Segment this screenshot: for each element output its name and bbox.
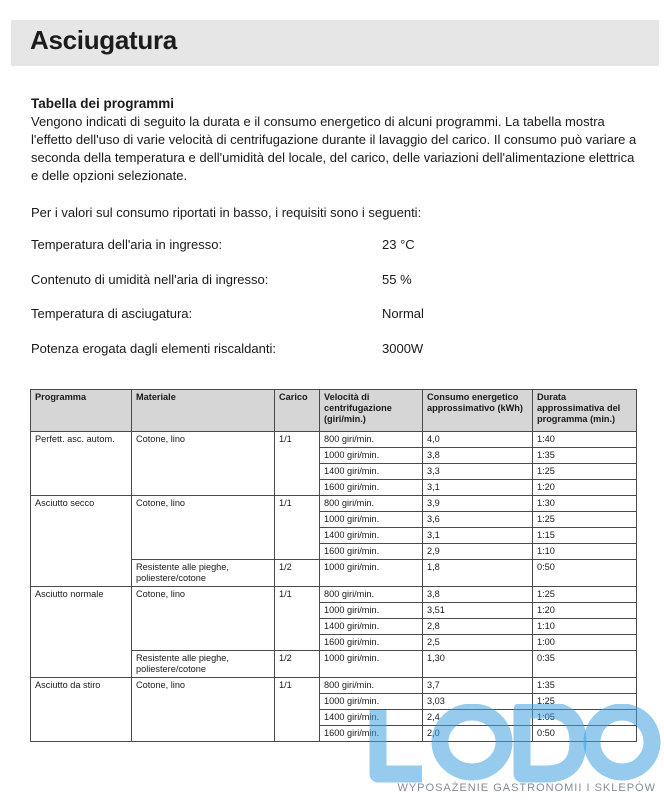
consumo-cell: 4,0 bbox=[423, 432, 533, 448]
programma-cell: Perfett. asc. autom. bbox=[31, 432, 132, 496]
durata-cell: 1:25 bbox=[533, 587, 637, 603]
velocita-cell: 1000 giri/min. bbox=[320, 651, 423, 678]
table-row bbox=[31, 432, 637, 448]
durata-cell: 1:00 bbox=[533, 635, 637, 651]
requirement-label: Temperatura dell'aria in ingresso: bbox=[31, 237, 223, 252]
velocita-cell: 800 giri/min. bbox=[320, 587, 423, 603]
velocita-cell: 1600 giri/min. bbox=[320, 544, 423, 560]
col-header-programma: Programma bbox=[31, 390, 132, 432]
programma-cell: Asciutto normale bbox=[31, 587, 132, 678]
consumo-cell: 3,1 bbox=[423, 480, 533, 496]
materiale-cell: Cotone, lino bbox=[132, 587, 275, 651]
carico-cell: 1/2 bbox=[275, 560, 320, 587]
col-header-materiale: Materiale bbox=[132, 390, 275, 432]
velocita-cell: 1400 giri/min. bbox=[320, 464, 423, 480]
col-header-velocita: Velocità di centrifugazione (giri/min.) bbox=[320, 390, 423, 432]
materiale-cell: Cotone, lino bbox=[132, 496, 275, 560]
velocita-cell: 1000 giri/min. bbox=[320, 512, 423, 528]
durata-cell: 1:25 bbox=[533, 464, 637, 480]
programs-table bbox=[30, 389, 637, 742]
durata-cell: 1:25 bbox=[533, 512, 637, 528]
durata-cell: 1:40 bbox=[533, 432, 637, 448]
velocita-cell: 1000 giri/min. bbox=[320, 694, 423, 710]
consumo-cell: 1,8 bbox=[423, 560, 533, 587]
velocita-cell: 1000 giri/min. bbox=[320, 603, 423, 619]
consumo-cell: 2,8 bbox=[423, 619, 533, 635]
durata-cell: 1:20 bbox=[533, 603, 637, 619]
carico-cell: 1/1 bbox=[275, 678, 320, 742]
consumo-cell: 1,30 bbox=[423, 651, 533, 678]
durata-cell: 1:30 bbox=[533, 496, 637, 512]
consumo-cell: 3,8 bbox=[423, 448, 533, 464]
programma-cell: Asciutto secco bbox=[31, 496, 132, 587]
page-title: Asciugatura bbox=[30, 25, 177, 55]
consumo-cell: 3,9 bbox=[423, 496, 533, 512]
durata-cell: 0:50 bbox=[533, 726, 637, 742]
durata-cell: 1:35 bbox=[533, 448, 637, 464]
velocita-cell: 1600 giri/min. bbox=[320, 726, 423, 742]
consumo-cell: 2,9 bbox=[423, 544, 533, 560]
durata-cell: 0:35 bbox=[533, 651, 637, 678]
intro-section bbox=[31, 95, 641, 185]
table-body bbox=[31, 432, 637, 742]
consumo-cell: 3,7 bbox=[423, 678, 533, 694]
requirement-label: Temperatura di asciugatura: bbox=[31, 306, 193, 321]
consumo-cell: 2,0 bbox=[423, 726, 533, 742]
requirement-value: 3000W bbox=[382, 341, 424, 356]
durata-cell: 1:05 bbox=[533, 710, 637, 726]
durata-cell: 1:15 bbox=[533, 528, 637, 544]
page-header bbox=[11, 20, 659, 66]
table-row bbox=[31, 678, 637, 694]
consumo-cell: 3,6 bbox=[423, 512, 533, 528]
carico-cell: 1/2 bbox=[275, 651, 320, 678]
durata-cell: 0:50 bbox=[533, 560, 637, 587]
consumo-cell: 2,5 bbox=[423, 635, 533, 651]
durata-cell: 1:35 bbox=[533, 678, 637, 694]
col-header-consumo: Consumo energetico approssimativo (kWh) bbox=[423, 390, 533, 432]
durata-cell: 1:10 bbox=[533, 544, 637, 560]
requirement-value: 55 % bbox=[382, 272, 412, 287]
velocita-cell: 1400 giri/min. bbox=[320, 710, 423, 726]
carico-cell: 1/1 bbox=[275, 587, 320, 651]
velocita-cell: 1400 giri/min. bbox=[320, 528, 423, 544]
materiale-cell: Resistente alle pieghe, poliestere/cotone bbox=[132, 560, 275, 587]
table-row bbox=[31, 587, 637, 603]
table-header-row bbox=[31, 390, 637, 432]
consumo-cell: 3,3 bbox=[423, 464, 533, 480]
durata-cell: 1:20 bbox=[533, 480, 637, 496]
durata-cell: 1:25 bbox=[533, 694, 637, 710]
velocita-cell: 1600 giri/min. bbox=[320, 635, 423, 651]
velocita-cell: 800 giri/min. bbox=[320, 496, 423, 512]
materiale-cell: Resistente alle pieghe, poliestere/cotone bbox=[132, 651, 275, 678]
velocita-cell: 1400 giri/min. bbox=[320, 619, 423, 635]
velocita-cell: 1600 giri/min. bbox=[320, 480, 423, 496]
intro-paragraph: Vengono indicati di seguito la durata e il consumo energetico di alcuni programmi. La tabella mostra l'effetto dell'uso di varie velocità di centrifugazione durante il lavaggio del carico. Il consumo può variare a seconda della temperatura e dell'umidità del locale, del carico, delle variazioni dell'alimentazione elettrica e delle opzioni selezionate. bbox=[31, 114, 637, 183]
durata-cell: 1:10 bbox=[533, 619, 637, 635]
requirement-value: 23 °C bbox=[382, 237, 415, 252]
table-row bbox=[31, 496, 637, 512]
carico-cell: 1/1 bbox=[275, 496, 320, 560]
consumo-cell: 3,03 bbox=[423, 694, 533, 710]
requirement-label: Contenuto di umidità nell'aria di ingresso: bbox=[31, 272, 269, 287]
programma-cell: Asciutto da stiro bbox=[31, 678, 132, 742]
materiale-cell: Cotone, lino bbox=[132, 678, 275, 742]
consumo-cell: 3,51 bbox=[423, 603, 533, 619]
section-heading: Tabella dei programmi bbox=[31, 96, 175, 111]
materiale-cell: Cotone, lino bbox=[132, 432, 275, 496]
carico-cell: 1/1 bbox=[275, 432, 320, 496]
consumo-cell: 2,4 bbox=[423, 710, 533, 726]
consumo-cell: 3,8 bbox=[423, 587, 533, 603]
requirements-heading: Per i valori sul consumo riportati in basso, i requisiti sono i seguenti: bbox=[31, 205, 422, 220]
consumo-cell: 3,1 bbox=[423, 528, 533, 544]
col-header-durata: Durata approssimativa del programma (min.) bbox=[533, 390, 637, 432]
velocita-cell: 800 giri/min. bbox=[320, 432, 423, 448]
velocita-cell: 1000 giri/min. bbox=[320, 560, 423, 587]
requirement-value: Normal bbox=[382, 306, 424, 321]
velocita-cell: 1000 giri/min. bbox=[320, 448, 423, 464]
watermark-tagline: WYPOSAŻENIE GASTRONOMII I SKLEPÓW bbox=[397, 782, 656, 794]
velocita-cell: 800 giri/min. bbox=[320, 678, 423, 694]
col-header-carico: Carico bbox=[275, 390, 320, 432]
requirement-label: Potenza erogata dagli elementi riscaldanti: bbox=[31, 341, 276, 356]
